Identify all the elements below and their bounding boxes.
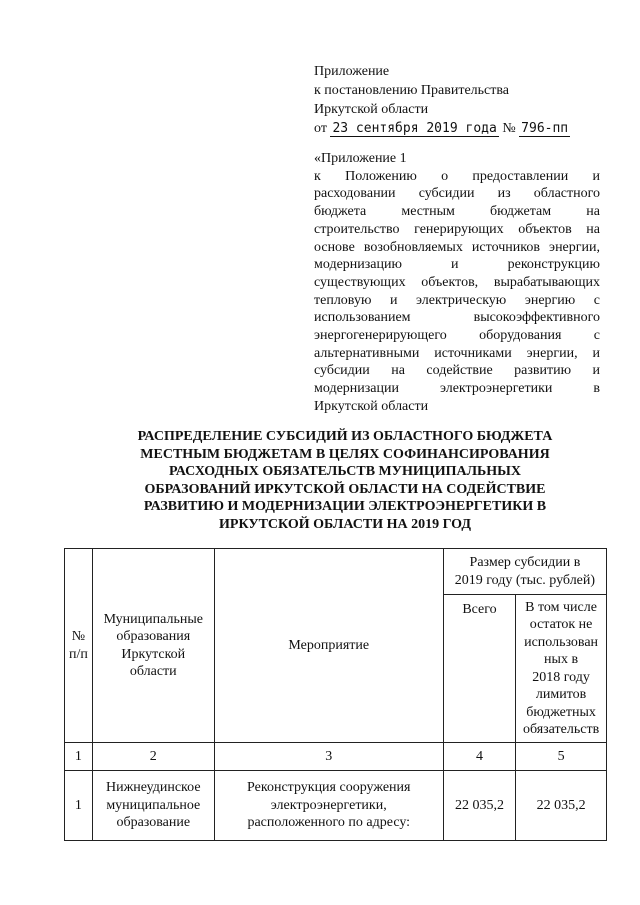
header-subsidy-group: Размер субсидии в 2019 году (тыс. рублей): [443, 549, 606, 595]
appendix-line: модернизации электроэнергетики в: [314, 381, 600, 397]
document-title: [100, 428, 590, 534]
approval-block: [314, 62, 604, 138]
table-header-row: [65, 549, 607, 595]
approval-number-value: 796-пп: [521, 121, 569, 136]
title-line: МЕСТНЫМ БЮДЖЕТАМ В ЦЕЛЯХ СОФИНАНСИРОВАНИЯ: [140, 446, 550, 462]
approval-line-2: к постановлению Правительства: [314, 83, 510, 98]
appendix-line: энергогенерирующего оборудования с: [314, 328, 600, 344]
appendix-line: альтернативными источниками энергии, и: [314, 345, 600, 361]
title-line: ОБРАЗОВАНИЙ ИРКУТСКОЙ ОБЛАСТИ НА СОДЕЙСТВИЕ: [144, 481, 546, 497]
column-number: 2: [92, 743, 214, 771]
cell-municipality: Нижнеудинское муниципальное образование: [92, 771, 214, 841]
header-measure: Мероприятие: [214, 549, 443, 743]
header-num: № п/п: [65, 549, 93, 743]
cell-remainder: 22 035,2: [516, 771, 607, 841]
appendix-line: существующих объектов, вырабатывающих: [314, 274, 600, 290]
approval-date-value: 23 сентября 2019 года: [332, 121, 497, 136]
approval-line-1: Приложение: [314, 64, 390, 79]
appendix-line: к Положению о предоставлении и: [314, 168, 600, 184]
cell-measure: Реконструкция сооружения электроэнергетики, расположенного по адресу:: [214, 771, 443, 841]
table-row: [65, 771, 607, 841]
appendix-line: модернизацию и реконструкцию: [314, 257, 600, 273]
title-line: РАСПРЕДЕЛЕНИЕ СУБСИДИЙ ИЗ ОБЛАСТНОГО БЮДЖЕТА: [137, 429, 553, 444]
column-number: 4: [443, 743, 515, 771]
title-line: ИРКУТСКОЙ ОБЛАСТИ НА 2019 ГОД: [219, 516, 471, 532]
approval-number-sign: №: [502, 121, 516, 136]
approval-line-3: Иркутской области: [314, 102, 429, 117]
column-number: 1: [65, 743, 93, 771]
cell-total: 22 035,2: [443, 771, 515, 841]
appendix-line: «Приложение 1: [314, 151, 407, 166]
subsidy-table: [64, 548, 607, 841]
appendix-line: субсидии на содействие развитию и: [314, 363, 600, 379]
title-line: РАСХОДНЫХ ОБЯЗАТЕЛЬСТВ МУНИЦИПАЛЬНЫХ: [168, 464, 522, 480]
column-number: 3: [214, 743, 443, 771]
appendix-line: бюджета местным бюджетам на: [314, 204, 600, 220]
appendix-line: расходовании субсидии из областного: [314, 186, 600, 202]
appendix-line: Иркутской области: [314, 398, 429, 414]
header-total: Всего: [443, 595, 515, 743]
appendix-line: основе возобновляемых источников энергии,: [314, 239, 600, 255]
approval-date-line: [314, 119, 604, 138]
column-number: 5: [516, 743, 607, 771]
header-municipality: Муниципальные образования Иркутской области: [92, 549, 214, 743]
title-line: РАЗВИТИЮ И МОДЕРНИЗАЦИИ ЭЛЕКТРОЭНЕРГЕТИКИ В: [143, 499, 547, 515]
appendix-line: тепловую и электрическую энергию с: [314, 292, 600, 308]
cell-num: 1: [65, 771, 93, 841]
table-column-number-row: [65, 743, 607, 771]
approval-from-label: от: [314, 121, 327, 136]
appendix-block: [314, 150, 600, 416]
appendix-line: строительство генерирующих объектов на: [314, 221, 600, 237]
header-remainder: В том числе остаток не использован ных в 2018 году лимитов бюджетных обязательств: [516, 595, 607, 743]
appendix-line: использованием высокоэффективного: [314, 310, 600, 326]
